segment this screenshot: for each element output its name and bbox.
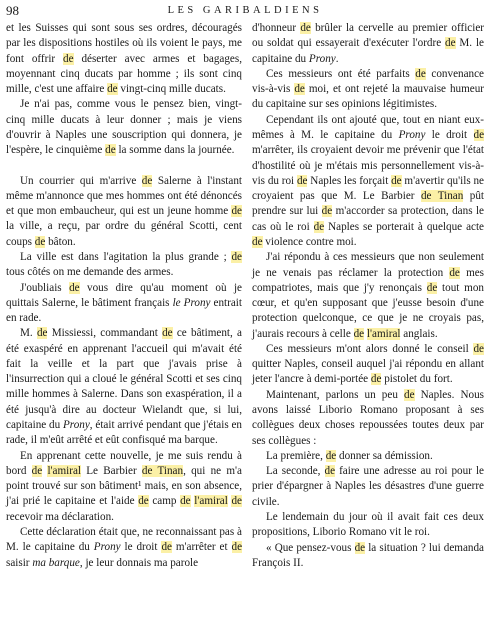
paragraph: La seconde, de faire une adresse au roi pour le prier d'épargner à Naples les désastres d'une guerre civile. (252, 465, 484, 508)
paragraph: J'ai répondu à ces messieurs que non seulement je ne venais pas réclamer la protection de mes compatriotes, mais que j'y renonçais de tout mon cœur, et qu'en supposant que j'eusse besoin d'une protection quelconque, ce que je ne croyais pas, j'aurais recours à celle de l'amiral anglais. (252, 251, 485, 340)
search-highlight: de (473, 128, 485, 141)
paragraph: Je n'ai pas, comme vous le pensez bien, vingt-cinq mille ducats à leur donner ; mais je viens d'ouvrir à Naples une souscription qui donnera, je l'espère, le cinquième de la somme dans la journée. (6, 98, 242, 157)
page-header (0, 3, 490, 21)
search-highlight: de (162, 327, 173, 340)
page-number: 98 (6, 3, 19, 18)
search-highlight: l'amiral (194, 495, 228, 508)
paragraph: Un courrier qui m'arrive de Salerne à l'instant même m'annonce que mes hommes ont été dénoncés et que mon embaucheur, qui est un jeune homme de la ville, a reçu, par ordre du général Scotti, cent coups de bâton. (6, 174, 242, 248)
paragraph: Cette déclaration était que, ne reconnaissant pas à M. le capitaine du Prony le droit de m'arrêter et de saisir ma barque, je leur donnais ma parole (6, 526, 243, 569)
search-highlight: de (231, 250, 242, 263)
paragraph: J'oubliais de vous dire qu'au moment où je quittais Salerne, le bâtiment français le Prony entrait en rade. (6, 281, 243, 325)
paragraph: Ces messieurs m'ont alors donné le conseil de quitter Naples, conseil auquel j'ai répondu en allant jeter l'ancre à demi-portée de pistolet du fort. (252, 342, 484, 386)
search-highlight: de (449, 266, 460, 279)
search-highlight: de (313, 220, 325, 233)
search-highlight: de (415, 67, 426, 80)
paragraph: Maintenant, parlons un peu de Naples. Nous avons laissé Liborio Romano proposant à ses collègues deux choses repoussées toutes deux par ses collègues : (252, 388, 484, 447)
search-highlight: l'amiral (47, 464, 81, 477)
search-highlight: de (300, 22, 311, 34)
search-highlight: de (34, 235, 46, 248)
left-column (6, 21, 242, 571)
search-highlight: de (296, 174, 308, 187)
paragraph: « Que pensez-vous de la situation ? lui demanda François II. (252, 541, 484, 569)
search-highlight: de (138, 495, 149, 508)
search-highlight: de (107, 83, 118, 96)
paragraph: Cependant ils ont ajouté que, tout en niant eux-mêmes à M. le capitaine du Prony le droit de m'arrêter, ils croyaient devoir me prévenir que l'état d'hostilité où je m'étais mis personnellement vis-à-vis du roi de Naples les forçait de m'avertir qu'ils ne croyaient pas que M. Le Barbier de Tinan pût prendre sur lui de m'accorder sa protection, dans le cas où le roi de Naples se porterait à quelque acte de violence contre moi. (252, 113, 485, 248)
right-column (252, 21, 484, 571)
paragraph: M. de Missiessi, commandant de ce bâtiment, a été exaspéré en apprenant l'accueil qui m'avait été fait la veille et la part que j'avais prise à l'insurrection qui a cloué le général Scotti et ses cinq mille hommes à Salerne. Dans son exaspération, il a été jusqu'à dire au docteur Wielandt que, si lui, capitaine du Prony, était arrivé pendant que j'étais en rade, il m'eût arrêté et eût confisqué ma barque. (6, 327, 243, 447)
paragraph: Ces messieurs ont été parfaits de convenance vis-à-vis de moi, et ont rejeté la mauvaise humeur du capitaine sur ses opinions légitimistes. (252, 67, 485, 111)
text-columns (6, 21, 484, 623)
paragraph: d'honneur de brûler la cervelle au premier officier ou soldat qui essayerait d'exécuter l'ordre de M. le capitaine du Prony. (252, 22, 484, 65)
search-highlight: de (231, 495, 242, 508)
search-highlight: de (69, 281, 80, 294)
search-highlight: de (31, 464, 43, 477)
search-highlight: de (252, 235, 263, 248)
search-highlight: de Tinan (141, 464, 184, 477)
search-highlight: de Tinan (420, 190, 464, 203)
search-highlight: de (353, 327, 365, 340)
paragraph: La première, de donner sa démission. (266, 449, 433, 462)
search-highlight: de (473, 342, 484, 355)
search-highlight: de (321, 205, 333, 218)
search-highlight: de (294, 83, 305, 96)
running-head: LES GARIBALDIENS (167, 5, 323, 16)
search-highlight: de (180, 495, 191, 508)
search-highlight: de (426, 281, 438, 294)
paragraph: Le lendemain du jour où il avait fait ces deux propositions, Liborio Romano vit le roi. (252, 511, 484, 539)
paragraph: La ville est dans l'agitation la plus grande ; de tous côtés on me demande des armes. (6, 250, 242, 279)
search-highlight: de (105, 144, 116, 157)
search-highlight: de (370, 373, 382, 386)
search-highlight: de (231, 541, 243, 554)
search-highlight: de (231, 205, 242, 218)
search-highlight: de (354, 541, 366, 554)
search-highlight: de (63, 52, 74, 65)
search-highlight: de (36, 327, 48, 340)
search-highlight: de (325, 449, 337, 462)
paragraph: En apprenant cette nouvelle, je me suis rendu à bord de l'amiral Le Barbier de Tinan, qui ne m'a point trouvé sur son bâtiment¹ mais, en son absence, j'ai prié le capitaine et l'aide de camp de l'amiral de recevoir ma déclaration. (6, 449, 242, 523)
search-highlight: de (161, 541, 172, 554)
search-highlight: de (324, 465, 336, 478)
search-highlight: de (404, 388, 415, 401)
search-highlight: l'amiral (366, 327, 401, 340)
search-highlight: de (445, 37, 456, 50)
search-highlight: de (391, 174, 402, 187)
search-highlight: de (141, 174, 153, 187)
paragraph: et les Suisses qui sont sous ses ordres, découragés par les dispositions hostiles où ils voient le pays, me font offrir de déserter avec armes et bagages, moyennant cinq ducats par homme ; ils sont cinq mille, c'est une affaire de vingt-cinq mille ducats. (6, 22, 242, 96)
